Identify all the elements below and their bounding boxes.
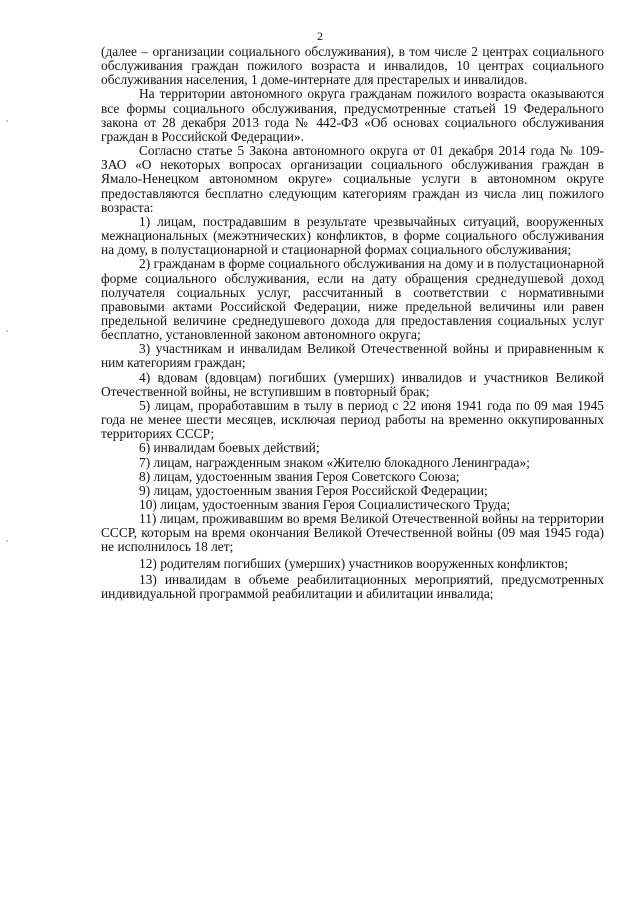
- margin-dot: [6, 330, 8, 332]
- list-item-12: 12) родителям погибших (умерших) участников вооруженных конфликтов;: [139, 555, 568, 571]
- document-body: [101, 45, 604, 601]
- list-item-8: 8) лицам, удостоенным звания Героя Советского Союза;: [139, 468, 460, 484]
- paragraph-law-reference: Согласно статье 5 Закона автономного округа от 01 декабря 2014 года № 109-ЗАО «О некоторых вопросах организации социального обслуживания граждан в Ямало-Ненецком автономном округе» социальные услуги в автономном округе предоставляются бесплатно следующим категориям граждан из числа лиц пожилого возраста:: [101, 143, 604, 215]
- margin-dot: [6, 540, 8, 542]
- paragraph-service-forms: На территории автономного округа гражданам пожилого возраста оказываются все формы социального обслуживания, предусмотренные статьей 19 Федерального закона от 28 декабря 2013 года № 442-ФЗ «Об основах социального обслуживания граждан в Российской Федерации».: [101, 86, 604, 144]
- list-item-3: 3) участникам и инвалидам Великой Отечественной войны и приравненным к ним категориям граждан;: [101, 341, 604, 371]
- margin-dot: [6, 120, 8, 122]
- list-item-9: 9) лицам, удостоенным звания Героя Российской Федерации;: [139, 482, 488, 498]
- list-item-4: 4) вдовам (вдовцам) погибших (умерших) инвалидов и участников Великой Отечественной войны, не вступившим в повторный брак;: [101, 369, 604, 399]
- list-item-11: 11) лицам, проживавшим во время Великой Отечественной войны на территории СССР, которым на время окончания Великой Отечественной войны (09 мая 1945 года) не исполнилось 18 лет;: [101, 511, 604, 555]
- list-item-5: 5) лицам, проработавшим в тылу в период с 22 июня 1941 года по 09 мая 1945 года не менее шести месяцев, исключая период работы на временно оккупированных территориях СССР;: [101, 397, 604, 442]
- list-item-1: 1) лицам, пострадавшим в результате чрезвычайных ситуаций, вооруженных межнациональных (межэтнических) конфликтов, в форме социального обслуживания на дому, в полустационарной и стационарной формах социального обслуживания;: [101, 213, 604, 258]
- paragraph-continuation: (далее – организации социального обслуживания), в том числе 2 центрах социального обслуживания граждан пожилого возраста и инвалидов, 10 центрах социального обслуживания населения, 1 доме-интернате для престарелых и инвалидов.: [101, 44, 604, 88]
- page-number: 2: [317, 29, 323, 43]
- list-item-7: 7) лицам, награжденным знаком «Жителю блокадного Ленинграда»;: [139, 454, 530, 470]
- list-item-6: 6) инвалидам боевых действий;: [139, 440, 320, 456]
- list-item-13: 13) инвалидам в объеме реабилитационных мероприятий, предусмотренных индивидуальной программой реабилитации и абилитации инвалида;: [101, 571, 604, 601]
- list-item-10: 10) лицам, удостоенным звания Героя Социалистического Труда;: [139, 497, 511, 512]
- list-item-2: 2) гражданам в форме социального обслуживания на дому и в полустационарной форме социального обслуживания, если на дату обращения среднедушевой доход получателя социальных услуг, рассчитанный в соответствии с нормативными правовыми актами Российской Федерации, ниже предельной величины или равен предельной величине среднедушевого дохода для предоставления социальных услуг бесплатно, установленной законом автономного округа;: [101, 256, 604, 343]
